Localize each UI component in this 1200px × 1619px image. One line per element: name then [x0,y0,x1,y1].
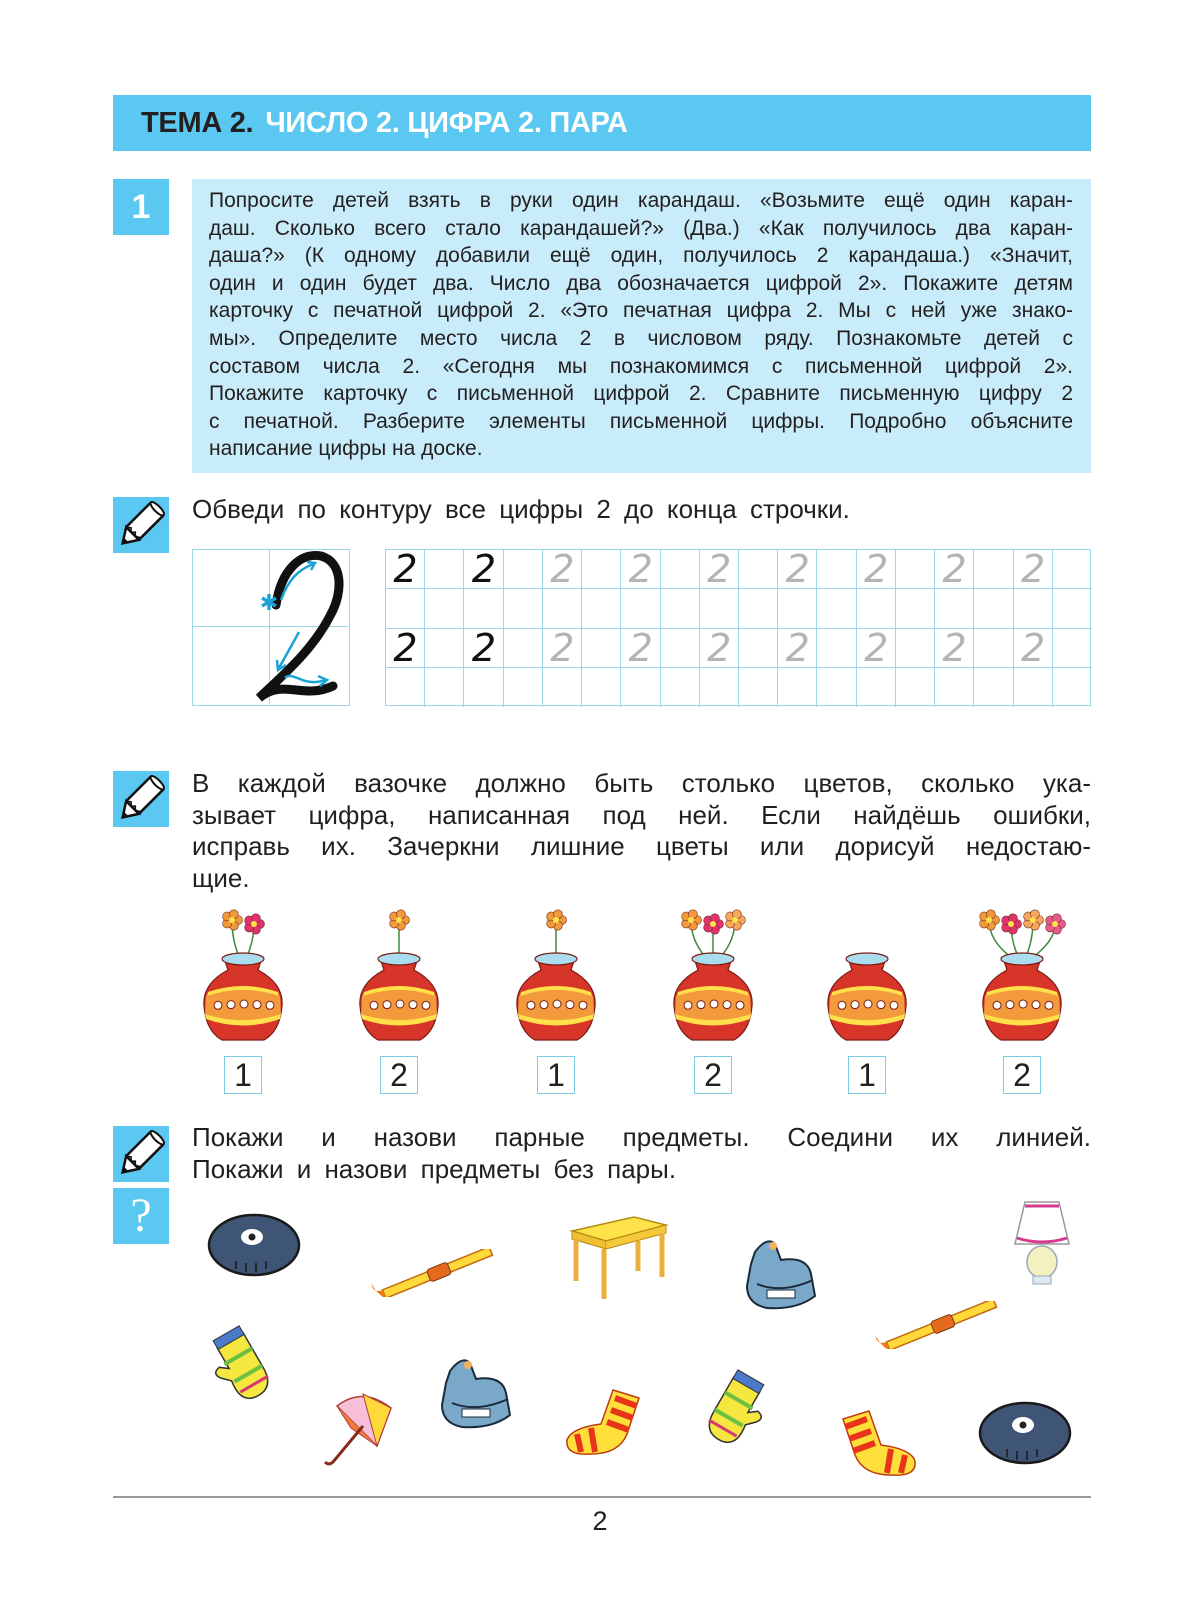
note-line: мы». Определите место числа 2 в числовом ряду. Познакомьте детей с [209,326,1073,350]
question-icon: ? [113,1188,169,1244]
grid-cell[interactable] [582,668,621,707]
vase[interactable] [668,906,758,1047]
topic-title: ЧИСЛО 2. ЦИФРА 2. ПАРА [265,106,628,139]
skate-boot-picture[interactable] [432,1353,524,1436]
instruction-line: Покажи и назови предметы без пары. [192,1153,677,1184]
vase[interactable] [511,906,601,1047]
mitten-picture[interactable] [692,1368,772,1453]
grid-cell[interactable] [661,550,700,589]
grid-cell[interactable] [857,589,896,628]
grid-cell[interactable] [425,550,464,589]
disc-picture[interactable] [206,1211,302,1284]
task-number-badge: 1 [113,179,169,235]
grid-cell[interactable] [817,668,856,707]
grid-cell[interactable] [896,629,935,668]
topic-label: ТЕМА 2. [141,106,254,139]
sample-digit: 2 [393,625,418,670]
pencil-icon [113,1126,169,1182]
vase-number-box: 1 [537,1056,575,1094]
note-line: один и один будет два. Число два обозначается цифрой 2». Покажите детям [209,271,1073,295]
trace-digit[interactable]: 2 [707,547,732,591]
grid-cell[interactable] [425,589,464,628]
vase-number-box: 2 [694,1056,732,1094]
grid-cell[interactable] [582,629,621,668]
grid-cell[interactable] [974,629,1013,668]
vase[interactable] [354,906,444,1047]
trace-digit[interactable]: 2 [628,547,653,591]
flower-icon [1024,910,1044,930]
grid-cell[interactable] [739,589,778,628]
lamp-picture[interactable] [1009,1196,1075,1293]
task3-instruction [192,768,1091,894]
grid-cell[interactable] [504,629,543,668]
grid-cell[interactable] [661,589,700,628]
vase[interactable] [198,906,288,1047]
note-line: с печатной. Разберите элементы письменной цифры. Подробно объясните [209,409,1073,433]
grid-cell[interactable] [1014,668,1053,707]
trace-digit[interactable]: 2 [628,625,653,670]
grid-cell[interactable] [778,668,817,707]
note-line: даш. Сколько всего стало карандашей?» (Два.) «Как получилось два каран- [209,216,1073,240]
grid-cell[interactable] [386,589,425,628]
disc-picture[interactable] [977,1399,1073,1472]
sample-digit: 2 [393,547,418,591]
note-line: составом числа 2. «Сегодня мы познакомимся с письменной цифрой 2». [209,354,1073,378]
flower-icon [223,910,243,930]
grid-cell[interactable] [896,550,935,589]
flower-icon [726,910,746,930]
grid-cell[interactable] [739,668,778,707]
trace-digit[interactable]: 2 [1020,547,1046,591]
instruction-line: щие. [192,862,250,893]
grid-cell[interactable] [817,629,856,668]
vase[interactable] [822,906,912,1047]
grid-cell[interactable] [739,550,778,589]
grid-cell[interactable] [974,589,1013,628]
trace-digit[interactable]: 2 [864,625,889,670]
teacher-note [192,179,1091,473]
instruction-line: В каждой вазочке должно быть столько цветов, сколько ука- [192,768,1091,798]
note-line: Попросите детей взять в руки один карандаш. «Возьмите ещё один каран- [209,189,1073,212]
grid-cell[interactable] [1053,668,1092,707]
grid-cell[interactable] [739,629,778,668]
grid-cell[interactable] [1053,550,1092,589]
task2-instruction: Обведи по контуру все цифры 2 до конца строчки. [192,494,850,524]
grid-cell[interactable] [621,668,660,707]
trace-digit[interactable]: 2 [785,547,810,591]
grid-cell[interactable] [543,589,582,628]
grid-cell[interactable] [817,589,856,628]
flower-icon [245,914,265,934]
trace-digit[interactable]: 2 [864,547,889,591]
page-number: 2 [592,1506,608,1536]
table-picture[interactable] [566,1211,670,1308]
grid-cell[interactable] [700,668,739,707]
grid-cell[interactable] [974,668,1013,707]
pencil-icon [113,497,169,553]
mitten-picture[interactable] [205,1324,285,1409]
trace-digit[interactable]: 2 [550,625,575,670]
grid-cell[interactable] [817,550,856,589]
vase-number-box: 1 [848,1056,886,1094]
footer-rule [113,1496,1091,1498]
sample-digit-box [192,549,350,706]
grid-cell[interactable] [504,668,543,707]
grid-cell[interactable] [464,589,503,628]
grid-cell[interactable] [582,550,621,589]
sample-digit: 2 [471,625,497,670]
instruction-line: исправь их. Зачеркни лишние цветы или дорисуй недостаю- [192,831,1091,861]
grid-cell[interactable] [1014,589,1053,628]
trace-digit[interactable]: 2 [942,547,967,591]
flower-icon [1002,914,1022,934]
handwritten-digit-two [193,550,351,707]
vase-number-box: 2 [380,1056,418,1094]
trace-digit[interactable]: 2 [1020,625,1046,670]
flower-icon [1046,914,1066,934]
vase-number-box: 1 [224,1056,262,1094]
instruction-line: зывает цифра, написанная под ней. Если найдёшь ошибки, [192,799,1091,830]
grid-cell[interactable] [935,589,974,628]
start-star-icon: ✱ [259,590,279,615]
instruction-line: Покажи и назови парные предметы. Соедини их линией. [192,1122,1091,1152]
topic-header [113,95,1091,151]
grid-cell[interactable] [974,550,1013,589]
trace-digit[interactable]: 2 [785,625,810,670]
grid-cell[interactable] [700,589,739,628]
grid-cell[interactable] [504,589,543,628]
trace-digit[interactable]: 2 [550,547,575,591]
ski-picture[interactable] [874,1301,1004,1354]
grid-cell[interactable] [386,668,425,707]
sample-digit: 2 [471,547,497,591]
flower-icon [682,910,702,930]
grid-cell[interactable] [425,668,464,707]
task4-instruction [192,1122,1091,1185]
grid-cell[interactable] [504,550,543,589]
grid-cell[interactable] [464,668,503,707]
tracing-grid[interactable] [385,549,1091,706]
grid-cell[interactable] [1053,589,1092,628]
ski-picture[interactable] [370,1249,500,1302]
grid-cell[interactable] [896,668,935,707]
grid-cell[interactable] [661,629,700,668]
flower-icon [390,910,410,930]
umbrella-picture[interactable] [315,1386,399,1475]
pencil-icon [113,771,169,827]
vase[interactable] [977,906,1067,1047]
trace-digit[interactable]: 2 [942,625,967,670]
grid-cell[interactable] [778,589,817,628]
note-line: Покажите карточку с письменной цифрой 2. Сравните письменную цифру 2 [209,382,1073,406]
trace-digit[interactable]: 2 [707,625,732,670]
grid-cell[interactable] [857,668,896,707]
grid-cell[interactable] [543,668,582,707]
flower-icon [980,910,1000,930]
flower-icon [547,910,567,930]
grid-cell[interactable] [661,668,700,707]
note-line: даша?» (К одному добавили ещё один, получилось 2 карандаша.) «Значит, [209,244,1073,268]
grid-cell[interactable] [1053,629,1092,668]
grid-cell[interactable] [896,589,935,628]
grid-cell[interactable] [582,589,621,628]
sock-picture[interactable] [561,1386,649,1465]
note-line: карточку с печатной цифрой 2. «Это печатная цифра 2. Мы с ней уже знако- [209,299,1073,323]
grid-cell[interactable] [425,629,464,668]
grid-cell[interactable] [621,589,660,628]
grid-cell[interactable] [935,668,974,707]
note-line: написание цифры на доске. [209,437,483,461]
vase-number-box: 2 [1003,1056,1041,1094]
skate-boot-picture[interactable] [737,1234,829,1317]
flower-icon [704,914,724,934]
sock-picture[interactable] [833,1407,921,1486]
